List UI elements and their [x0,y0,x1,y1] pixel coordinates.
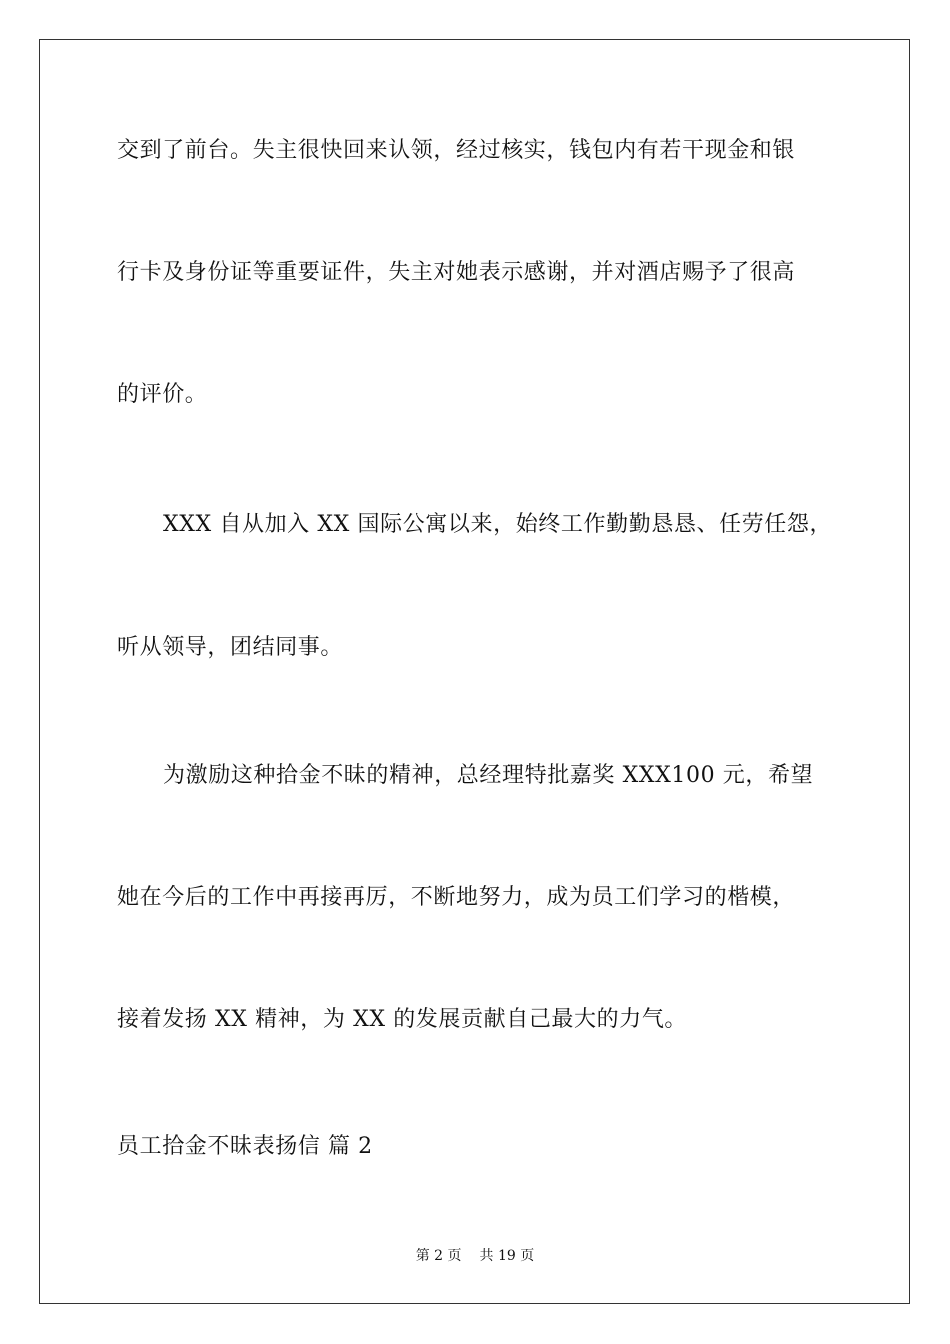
page-number: 第 2 页 [415,1248,462,1264]
paragraph-line-7: 她在今后的工作中再接再厉，不断地努力，成为员工们学习的楷模， [117,885,796,910]
section-heading: 员工拾金不昧表扬信 篇 2 [117,1134,373,1159]
paragraph-line-4: XXX 自从加入 XX 国际公寓以来，始终工作勤勤恳恳、任劳任怨， [163,512,833,537]
paragraph-line-3: 的评价。 [117,382,208,407]
paragraph-line-5: 听从领导，团结同事。 [117,635,344,660]
page-footer [0,1247,950,1265]
page-border [39,39,910,1304]
paragraph-line-6: 为激励这种拾金不昧的精神，总经理特批嘉奖 XXX100 元，希望 [163,763,814,788]
paragraph-line-8: 接着发扬 XX 精神，为 XX 的发展贡献自己最大的力气。 [117,1007,688,1032]
paragraph-line-1: 交到了前台。失主很快回来认领，经过核实，钱包内有若干现金和银 [117,138,796,163]
page-total: 共 19 页 [479,1248,535,1264]
paragraph-line-2: 行卡及身份证等重要证件，失主对她表示感谢，并对酒店赐予了很高 [117,260,796,285]
